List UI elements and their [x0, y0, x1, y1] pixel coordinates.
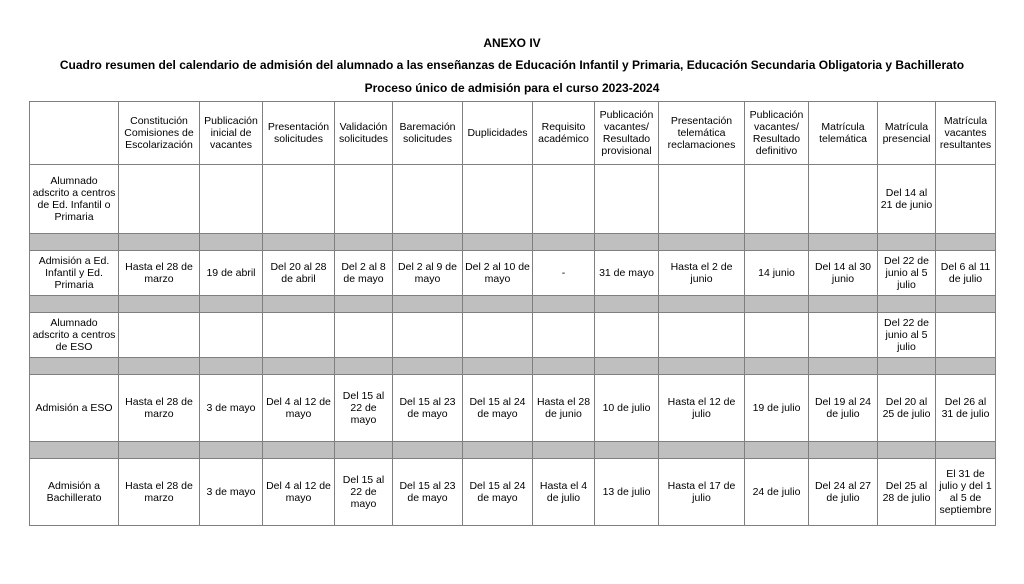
table-cell: 19 de abril	[200, 251, 263, 296]
table-cell	[936, 165, 996, 234]
row-label: Admisión a ESO	[30, 375, 119, 442]
table-header-cell: Publicación vacantes/ Resultado definitivo	[745, 102, 809, 165]
table-header-cell: Validación solicitudes	[335, 102, 393, 165]
table-cell	[393, 165, 463, 234]
table-cell	[809, 165, 878, 234]
row-label: Alumnado adscrito a centros de Ed. Infantil o Primaria	[30, 165, 119, 234]
admission-calendar-table	[29, 101, 996, 526]
table-header-cell: Presentación solicitudes	[263, 102, 335, 165]
table-cell: El 31 de julio y del 1 al 5 de septiembre	[936, 459, 996, 526]
table-cell: Del 24 al 27 de julio	[809, 459, 878, 526]
table-cell	[659, 313, 745, 358]
table-header-cell: Matrícula telemática	[809, 102, 878, 165]
table-cell	[533, 165, 595, 234]
document-subtitle: Cuadro resumen del calendario de admisión del alumnado a las enseñanzas de Educación Infantil y Primaria, Educación Secundaria Obligatoria y Bachillerato	[59, 58, 965, 72]
table-cell	[200, 313, 263, 358]
table-cell: Hasta el 17 de julio	[659, 459, 745, 526]
table-header-cell: Requisito académico	[533, 102, 595, 165]
table-row	[30, 165, 996, 234]
table-cell	[809, 313, 878, 358]
table-cell	[463, 313, 533, 358]
table-cell	[200, 165, 263, 234]
table-cell	[936, 313, 996, 358]
table-row	[30, 459, 996, 526]
table-cell: Del 14 al 21 de junio	[878, 165, 936, 234]
annex-title: ANEXO IV	[483, 36, 541, 50]
separator-row	[30, 442, 996, 459]
table-header-cell: Matrícula presencial	[878, 102, 936, 165]
table-cell: Del 20 al 28 de abril	[263, 251, 335, 296]
table-cell	[659, 165, 745, 234]
table-cell: 14 junio	[745, 251, 809, 296]
table-cell: Del 20 al 25 de julio	[878, 375, 936, 442]
table-header-cell: Baremación solicitudes	[393, 102, 463, 165]
table-cell: Hasta el 4 de julio	[533, 459, 595, 526]
table-cell	[595, 313, 659, 358]
table-header-cell: Matrícula vacantes resultantes	[936, 102, 996, 165]
table-cell	[119, 165, 200, 234]
row-label: Alumnado adscrito a centros de ESO	[30, 313, 119, 358]
table-cell: Del 15 al 23 de mayo	[393, 375, 463, 442]
table-cell: Hasta el 12 de julio	[659, 375, 745, 442]
table-header-cell: Presentación telemática reclamaciones	[659, 102, 745, 165]
table-header-cell: Publicación vacantes/ Resultado provisional	[595, 102, 659, 165]
table-cell: Hasta el 2 de junio	[659, 251, 745, 296]
table-row	[30, 313, 996, 358]
table-cell: 3 de mayo	[200, 459, 263, 526]
table-cell	[393, 313, 463, 358]
table-cell: 19 de julio	[745, 375, 809, 442]
table-cell: Del 14 al 30 junio	[809, 251, 878, 296]
table-cell: Del 6 al 11 de julio	[936, 251, 996, 296]
table-cell: Del 25 al 28 de julio	[878, 459, 936, 526]
table-cell: Del 19 al 24 de julio	[809, 375, 878, 442]
table-header-row	[30, 102, 996, 165]
table-header-cell	[30, 102, 119, 165]
table-cell: Del 4 al 12 de mayo	[263, 375, 335, 442]
table-cell: Hasta el 28 de marzo	[119, 375, 200, 442]
table-cell: Del 2 al 9 de mayo	[393, 251, 463, 296]
table-cell: Del 22 de junio al 5 julio	[878, 313, 936, 358]
table-cell: 13 de julio	[595, 459, 659, 526]
table-cell	[463, 165, 533, 234]
table-cell: 10 de julio	[595, 375, 659, 442]
table-cell: Del 15 al 23 de mayo	[393, 459, 463, 526]
process-title: Proceso único de admisión para el curso 2023-2024	[364, 81, 660, 95]
table-header-cell: Constitución Comisiones de Escolarización	[119, 102, 200, 165]
row-label: Admisión a Bachillerato	[30, 459, 119, 526]
table-cell: Del 2 al 8 de mayo	[335, 251, 393, 296]
table-cell: Del 15 al 24 de mayo	[463, 375, 533, 442]
table-cell	[335, 165, 393, 234]
table-header-cell: Publicación inicial de vacantes	[200, 102, 263, 165]
table-cell: Del 22 de junio al 5 julio	[878, 251, 936, 296]
separator-row	[30, 358, 996, 375]
table-row	[30, 251, 996, 296]
table-header-cell: Duplicidades	[463, 102, 533, 165]
table-cell	[595, 165, 659, 234]
table-cell: 24 de julio	[745, 459, 809, 526]
table-cell: Del 4 al 12 de mayo	[263, 459, 335, 526]
table-cell: -	[533, 251, 595, 296]
table-cell: Hasta el 28 de marzo	[119, 251, 200, 296]
table-cell: 31 de mayo	[595, 251, 659, 296]
table-cell: Hasta el 28 de marzo	[119, 459, 200, 526]
table-cell	[533, 313, 595, 358]
table-cell	[119, 313, 200, 358]
separator-row	[30, 234, 996, 251]
table-row	[30, 375, 996, 442]
row-label: Admisión a Ed. Infantil y Ed. Primaria	[30, 251, 119, 296]
table-cell	[745, 313, 809, 358]
table-cell: Del 2 al 10 de mayo	[463, 251, 533, 296]
table-cell	[263, 165, 335, 234]
table-cell: 3 de mayo	[200, 375, 263, 442]
table-cell	[335, 313, 393, 358]
table-cell: Del 26 al 31 de julio	[936, 375, 996, 442]
table-cell: Hasta el 28 de junio	[533, 375, 595, 442]
table-cell: Del 15 al 22 de mayo	[335, 375, 393, 442]
table-cell	[745, 165, 809, 234]
table-cell	[263, 313, 335, 358]
table-cell: Del 15 al 22 de mayo	[335, 459, 393, 526]
table-cell: Del 15 al 24 de mayo	[463, 459, 533, 526]
separator-row	[30, 296, 996, 313]
